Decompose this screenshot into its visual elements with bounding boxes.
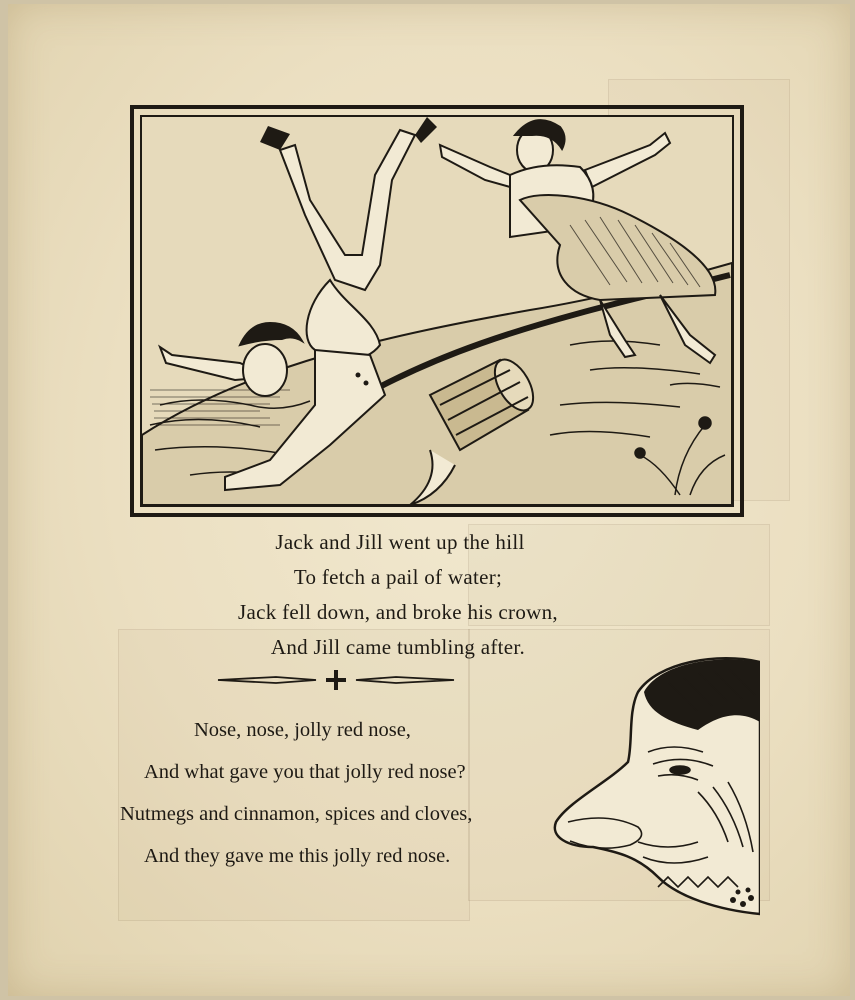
verse-line: And they gave me this jolly red nose.	[144, 845, 451, 867]
verse-line: Nose, nose, jolly red nose,	[194, 719, 411, 741]
verse-line: To fetch a pail of water;	[293, 565, 503, 589]
verse-line: And Jill came tumbling after.	[270, 635, 526, 659]
jack-and-jill-verse	[8, 525, 788, 665]
ornamental-divider	[216, 667, 456, 693]
red-nose-face-woodcut	[548, 652, 760, 916]
jolly-red-nose-verse	[116, 709, 556, 877]
verse-line: Nutmegs and cinnamon, spices and cloves,	[120, 803, 473, 825]
book-page	[8, 4, 850, 996]
jack-and-jill-woodcut	[130, 105, 744, 517]
verse-line: Jack fell down, and broke his crown,	[238, 600, 558, 624]
verse-line: And what gave you that jolly red nose?	[144, 761, 466, 783]
verse-line: Jack and Jill went up the hill	[275, 530, 525, 554]
